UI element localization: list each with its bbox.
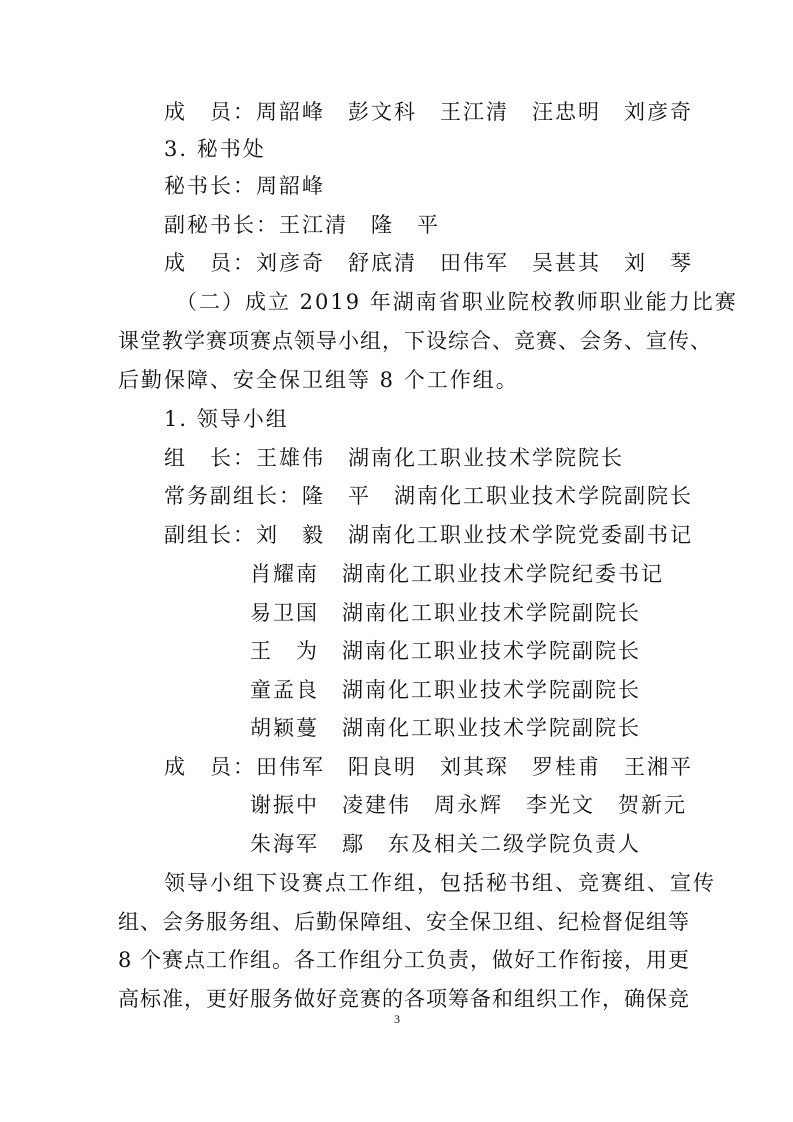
leadership-members-line: 谢振中 凌建伟 周永辉 李光文 贺新元 — [250, 793, 687, 817]
section-heading-leadership: 1. 领导小组 — [164, 407, 289, 431]
deputy-leader-line: 童孟良 湖南化工职业技术学院副院长 — [250, 678, 641, 702]
deputy-leader-line: 肖耀南 湖南化工职业技术学院纪委书记 — [250, 562, 664, 586]
executive-deputy-leader-line: 常务副组长：隆 平 湖南化工职业技术学院副院长 — [164, 484, 693, 508]
deputy-secretary-line: 副秘书长：王江清 隆 平 — [164, 213, 440, 237]
deputy-leader-line: 胡颖蔓 湖南化工职业技术学院副院长 — [250, 716, 641, 740]
closing-paragraph-line1: 领导小组下设赛点工作组，包括秘书组、竞赛组、宣传 — [164, 871, 716, 895]
paragraph-two-line2: 课堂教学赛项赛点领导小组，下设综合、竞赛、会务、宣传、 — [118, 329, 712, 353]
closing-paragraph-line4: 高标准，更好服务做好竞赛的各项筹备和组织工作，确保竞 — [118, 987, 690, 1011]
secretary-general-line: 秘书长：周韶峰 — [164, 174, 325, 198]
leadership-members-line: 朱海军 鄢 东及相关二级学院负责人 — [250, 832, 641, 856]
paragraph-two-line1: （二）成立 2019 年湖南省职业院校教师职业能力比赛 — [176, 290, 738, 314]
secretariat-staff-line: 成 员：刘彦奇 舒底清 田伟军 吴甚其 刘 琴 — [164, 251, 693, 275]
paragraph-two-line3: 后勤保障、安全保卫组等 8 个工作组。 — [118, 368, 519, 392]
deputy-leader-line: 副组长：刘 毅 湖南化工职业技术学院党委副书记 — [164, 523, 693, 547]
deputy-leader-line: 王 为 湖南化工职业技术学院副院长 — [250, 639, 641, 663]
closing-paragraph-line3: 8 个赛点工作组。各工作组分工负责，做好工作衔接，用更 — [118, 948, 691, 972]
closing-paragraph-line2: 组、会务服务组、后勤保障组、安全保卫组、纪检督促组等 — [118, 910, 690, 934]
deputy-leader-line: 易卫国 湖南化工职业技术学院副院长 — [250, 601, 641, 625]
leadership-members-line: 成 员：田伟军 阳良明 刘其琛 罗桂甫 王湘平 — [164, 755, 693, 779]
page-number: 3 — [394, 1012, 400, 1026]
section-heading-secretariat: 3. 秘书处 — [164, 137, 266, 161]
secretariat-members-line: 成 员：周韶峰 彭文科 王江清 汪忠明 刘彦奇 — [164, 100, 693, 124]
leader-line: 组 长：王雄伟 湖南化工职业技术学院院长 — [164, 446, 624, 470]
